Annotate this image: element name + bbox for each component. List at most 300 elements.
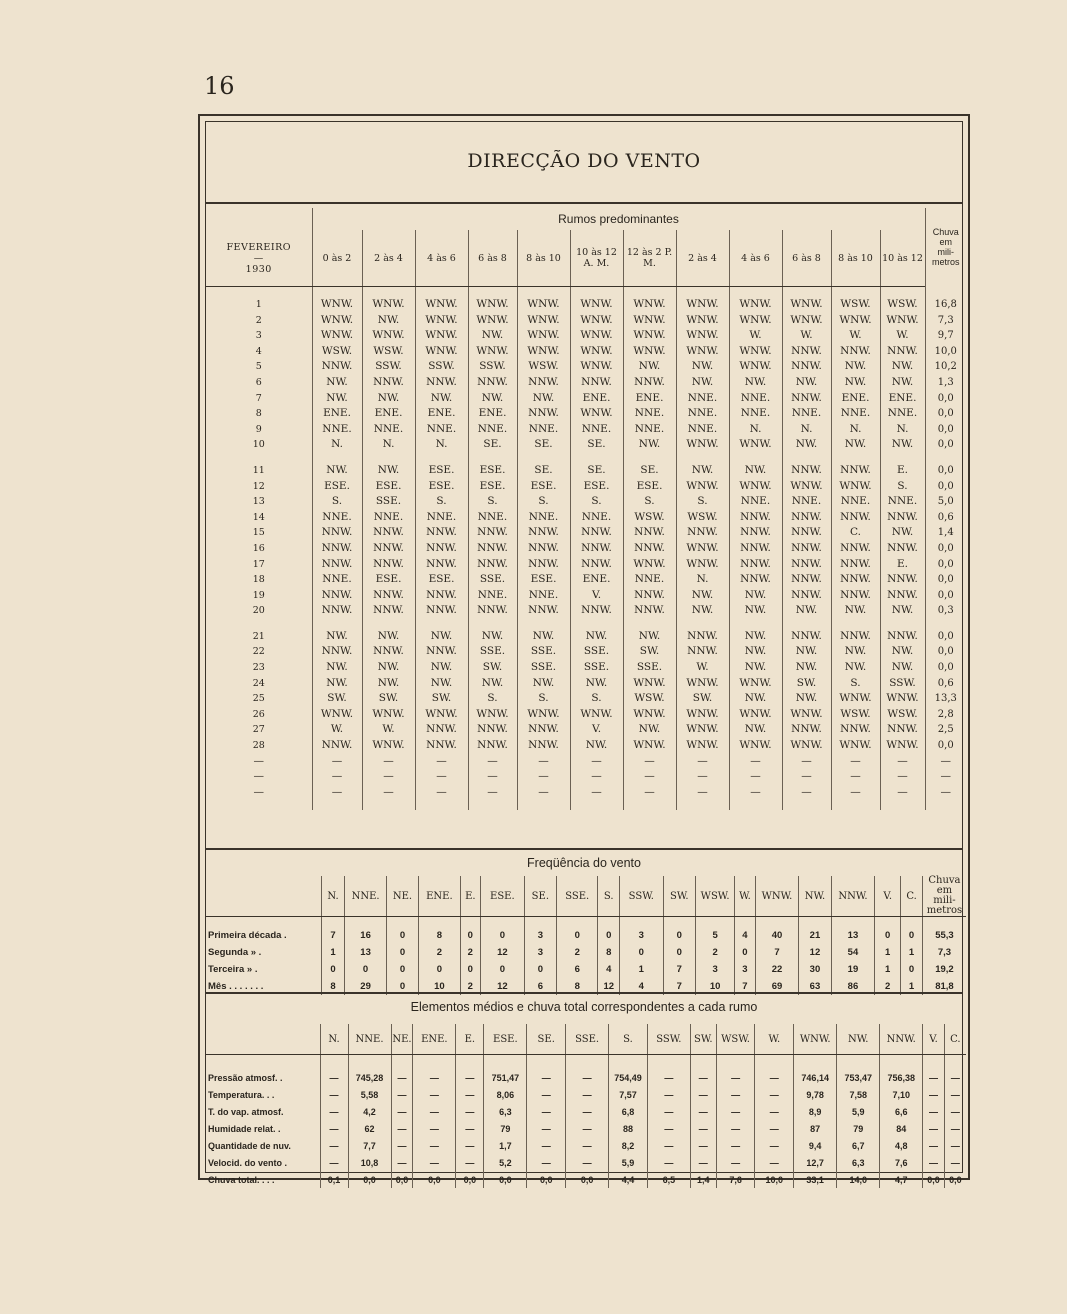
spacer-cell — [468, 287, 517, 298]
wind-direction-cell: SW. — [415, 691, 468, 707]
freq-value: 0 — [901, 961, 923, 978]
wind-direction-cell: WNW. — [570, 359, 623, 375]
freq-column-header: SSE. — [557, 876, 598, 917]
empty-dash-cell: — — [253, 770, 264, 783]
spacer-cell — [570, 800, 623, 810]
wind-direction-cell: NNW. — [676, 525, 729, 541]
wind-direction-cell: NW. — [468, 391, 517, 407]
day-number: 5 — [255, 361, 262, 373]
wind-direction-cell: NNW. — [312, 541, 362, 557]
rain-value: 13,3 — [925, 691, 966, 707]
wind-direction-cell: WSW. — [880, 707, 925, 723]
empty-dash-cell: — — [925, 785, 966, 801]
wind-direction-cell: NNW. — [362, 525, 415, 541]
wind-direction-cell: NNW. — [729, 525, 782, 541]
spacer-cell — [570, 453, 623, 463]
freq-value: 0 — [386, 927, 419, 944]
wind-direction-cell: NW. — [517, 629, 570, 645]
wind-direction-cell: NNE. — [362, 510, 415, 526]
wind-direction-cell: WNW. — [782, 738, 831, 754]
freq-value: 29 — [345, 978, 386, 995]
rain-value: 2,8 — [925, 707, 966, 723]
wind-direction-cell: WNW. — [468, 707, 517, 723]
freq-column-header: V. — [875, 876, 901, 917]
wind-direction-cell: SSE. — [570, 660, 623, 676]
freq-row-label: Terceira » . — [208, 964, 258, 975]
wind-direction-cell: WNW. — [623, 557, 676, 573]
elem-row — [206, 1154, 966, 1171]
gap-cell — [799, 917, 832, 928]
wind-direction-cell: SSE. — [517, 644, 570, 660]
spacer-cell — [925, 619, 966, 629]
freq-value: 0 — [663, 927, 696, 944]
wind-direction-cell: WNW. — [782, 479, 831, 495]
wind-direction-cell: NNW. — [312, 603, 362, 619]
wind-direction-cell: WNW. — [415, 707, 468, 723]
wind-direction-cell: WNW. — [623, 676, 676, 692]
wind-direction-cell: NNW. — [880, 572, 925, 588]
elem-value: — — [391, 1120, 413, 1137]
wind-direction-cell: WNW. — [623, 313, 676, 329]
spacer-row — [206, 453, 966, 463]
freq-column-header: S. — [598, 876, 620, 917]
wind-direction-cell: ENE. — [415, 406, 468, 422]
wind-direction-cell: NNW. — [729, 557, 782, 573]
elem-value: 88 — [609, 1120, 648, 1137]
table-row — [206, 603, 966, 619]
wind-direction-cell: N. — [362, 437, 415, 453]
divider — [206, 992, 962, 994]
wind-direction-cell: C. — [831, 525, 880, 541]
wind-direction-cell: NW. — [880, 375, 925, 391]
freq-value: 86 — [831, 978, 874, 995]
wind-direction-cell: WNW. — [676, 676, 729, 692]
empty-dash-cell: — — [253, 785, 264, 798]
wind-direction-cell: WNW. — [880, 738, 925, 754]
freq-value: 7 — [321, 927, 345, 944]
spacer-cell — [831, 619, 880, 629]
wind-direction-cell: WNW. — [312, 313, 362, 329]
wind-direction-cell: NNE. — [676, 391, 729, 407]
rain-value: 0,0 — [925, 629, 966, 645]
spacer-row — [206, 287, 966, 298]
wind-direction-cell: WSW. — [880, 297, 925, 313]
gap-cell — [755, 917, 798, 928]
wind-direction-cell: NNW. — [362, 644, 415, 660]
elem-value: 7,10 — [880, 1086, 923, 1103]
wind-direction-cell: NNW. — [676, 629, 729, 645]
freq-value: 12 — [598, 978, 620, 995]
elem-value: 0,0 — [944, 1171, 966, 1188]
wind-direction-cell: SW. — [782, 676, 831, 692]
wind-direction-cell: NW. — [623, 629, 676, 645]
wind-direction-cell: NW. — [676, 359, 729, 375]
wind-direction-cell: NNE. — [623, 572, 676, 588]
gap-row — [206, 917, 966, 928]
column-header-time: 2 às 4 — [676, 230, 729, 287]
wind-direction-cell: ENE. — [623, 391, 676, 407]
spacer-cell — [468, 619, 517, 629]
day-number: 11 — [252, 464, 265, 476]
wind-direction-cell: NNW. — [517, 722, 570, 738]
elem-value: 0,0 — [413, 1171, 456, 1188]
elem-value: — — [391, 1137, 413, 1154]
wind-direction-cell: NNW. — [312, 588, 362, 604]
spacer-cell — [880, 800, 925, 810]
elem-value: — — [566, 1154, 609, 1171]
freq-value: 81,8 — [922, 978, 966, 995]
gap-cell — [598, 917, 620, 928]
wind-direction-cell: NNW. — [415, 588, 468, 604]
elem-value: — — [690, 1103, 716, 1120]
wind-direction-cell: NW. — [831, 375, 880, 391]
gap-row — [206, 1055, 966, 1070]
wind-direction-cell: SSW. — [362, 359, 415, 375]
elem-value: — — [413, 1086, 456, 1103]
wind-direction-cell: WNW. — [729, 437, 782, 453]
gap-cell — [419, 917, 460, 928]
wind-direction-cell: NNE. — [676, 406, 729, 422]
rain-value: 0,0 — [925, 541, 966, 557]
wind-direction-cell: ENE. — [570, 572, 623, 588]
wind-direction-cell: NW. — [880, 660, 925, 676]
gap-cell — [922, 917, 966, 928]
column-header-time: 8 às 10 — [831, 230, 880, 287]
wind-direction-cell: NNE. — [312, 510, 362, 526]
rain-value: 2,5 — [925, 722, 966, 738]
freq-value: 4 — [598, 961, 620, 978]
elem-value: 8,06 — [484, 1086, 527, 1103]
wind-direction-cell: NNW. — [517, 525, 570, 541]
gap-cell — [716, 1055, 755, 1070]
wind-direction-cell: WNW. — [362, 738, 415, 754]
freq-value: 3 — [696, 961, 735, 978]
freq-value: 3 — [735, 961, 756, 978]
spacer-cell — [729, 287, 782, 298]
gap-cell — [320, 1055, 348, 1070]
elem-value: — — [647, 1069, 690, 1086]
wind-direction-cell: WNW. — [880, 313, 925, 329]
rain-value: 7,3 — [925, 313, 966, 329]
gap-cell — [875, 917, 901, 928]
divider — [206, 202, 962, 204]
wind-direction-cell: NNW. — [880, 510, 925, 526]
table-row — [206, 691, 966, 707]
elem-value: — — [690, 1069, 716, 1086]
wind-direction-cell: V. — [570, 588, 623, 604]
gap-cell — [481, 917, 524, 928]
wind-direction-cell: WNW. — [570, 344, 623, 360]
elem-value: 0,0 — [348, 1171, 391, 1188]
wind-direction-cell: NNW. — [782, 359, 831, 375]
wind-direction-cell: NNW. — [676, 644, 729, 660]
wind-direction-cell: S. — [880, 479, 925, 495]
freq-column-header: WNW. — [755, 876, 798, 917]
elem-value: — — [413, 1103, 456, 1120]
wind-direction-cell: WNW. — [362, 297, 415, 313]
wind-direction-cell: S. — [623, 494, 676, 510]
elem-value: — — [944, 1086, 966, 1103]
wind-direction-cell: WNW. — [570, 406, 623, 422]
wind-direction-cell: WSW. — [312, 344, 362, 360]
table-row — [206, 510, 966, 526]
spacer-cell — [676, 287, 729, 298]
gap-cell — [206, 917, 321, 928]
empty-dash-cell: — — [676, 785, 729, 801]
wind-direction-cell: NNW. — [782, 344, 831, 360]
elem-value: 14,0 — [837, 1171, 880, 1188]
wind-direction-cell: NNW. — [880, 722, 925, 738]
wind-direction-cell: SSW. — [880, 676, 925, 692]
wind-direction-cell: WNW. — [623, 738, 676, 754]
wind-direction-cell: NW. — [468, 629, 517, 645]
freq-value: 1 — [875, 961, 901, 978]
month-header-top — [206, 208, 312, 230]
wind-direction-cell: NW. — [831, 437, 880, 453]
rain-value: 10,0 — [925, 344, 966, 360]
freq-row — [206, 961, 966, 978]
wind-direction-cell: ESE. — [623, 479, 676, 495]
wind-direction-cell: NNW. — [362, 375, 415, 391]
freq-value: 0 — [481, 961, 524, 978]
wind-direction-cell: NNW. — [880, 541, 925, 557]
wind-direction-cell: S. — [312, 494, 362, 510]
wind-direction-cell: NW. — [312, 375, 362, 391]
wind-direction-cell: NW. — [312, 391, 362, 407]
elem-value: 4,2 — [348, 1103, 391, 1120]
gap-cell — [321, 917, 345, 928]
freq-value: 7 — [663, 961, 696, 978]
elem-row-label: Chuva total. . . . — [208, 1174, 275, 1185]
wind-direction-cell: NW. — [782, 603, 831, 619]
elem-value: — — [320, 1154, 348, 1171]
elem-value: — — [755, 1086, 794, 1103]
month-header — [206, 230, 312, 287]
elem-header-row — [206, 1024, 966, 1055]
table-row — [206, 588, 966, 604]
wind-direction-cell: WNW. — [831, 738, 880, 754]
wind-direction-cell: NNW. — [415, 541, 468, 557]
wind-direction-cell: WNW. — [623, 328, 676, 344]
wind-direction-table — [206, 208, 966, 810]
elem-value: — — [413, 1154, 456, 1171]
freq-header-row — [206, 876, 966, 917]
wind-direction-cell: N. — [312, 437, 362, 453]
wind-direction-cell: WNW. — [362, 707, 415, 723]
table-row — [206, 463, 966, 479]
wind-direction-cell: NNE. — [623, 406, 676, 422]
wind-direction-cell: S. — [517, 494, 570, 510]
wind-direction-cell: WNW. — [676, 437, 729, 453]
rain-header-word: mili- — [937, 247, 954, 258]
elem-value: 6,6 — [880, 1103, 923, 1120]
wind-direction-cell: NNW. — [782, 557, 831, 573]
column-header-time: 2 às 4 — [362, 230, 415, 287]
elem-value: — — [527, 1069, 566, 1086]
elem-value: — — [566, 1103, 609, 1120]
day-number: 6 — [255, 376, 262, 388]
elem-value: 5,58 — [348, 1086, 391, 1103]
elem-value: 0,0 — [527, 1171, 566, 1188]
wind-direction-cell: NNE. — [312, 422, 362, 438]
elem-value: 0,1 — [320, 1171, 348, 1188]
freq-label-header — [206, 876, 321, 917]
elem-value: 79 — [837, 1120, 880, 1137]
wind-direction-cell: NW. — [312, 629, 362, 645]
wind-direction-cell: ENE. — [362, 406, 415, 422]
spacer-cell — [415, 800, 468, 810]
freq-column-header: C. — [901, 876, 923, 917]
wind-direction-cell: ENE. — [468, 406, 517, 422]
elem-row — [206, 1086, 966, 1103]
wind-direction-cell: ESE. — [362, 479, 415, 495]
wind-direction-cell: NNW. — [782, 588, 831, 604]
elem-value: 6,5 — [647, 1171, 690, 1188]
wind-direction-cell: NNW. — [831, 510, 880, 526]
empty-dash-cell: — — [925, 769, 966, 785]
spacer-cell — [880, 287, 925, 298]
spacer-cell — [468, 800, 517, 810]
gap-cell — [527, 1055, 566, 1070]
gap-cell — [391, 1055, 413, 1070]
elem-value: 5,9 — [609, 1154, 648, 1171]
elem-column-header: WSW. — [716, 1024, 755, 1055]
wind-direction-cell: NNW. — [517, 603, 570, 619]
wind-direction-cell: ESE. — [570, 479, 623, 495]
wind-direction-cell: WNW. — [729, 359, 782, 375]
elem-row-label: Quantidade de nuv. — [208, 1140, 291, 1151]
wind-direction-cell: NNW. — [468, 603, 517, 619]
wind-direction-cell: WNW. — [729, 738, 782, 754]
elem-value: 0,0 — [456, 1171, 484, 1188]
spacer-cell — [415, 453, 468, 463]
wind-direction-cell: NW. — [362, 391, 415, 407]
elem-value: — — [456, 1086, 484, 1103]
elem-value: 9,4 — [794, 1137, 837, 1154]
wind-direction-cell: NW. — [362, 629, 415, 645]
freq-value: 8 — [419, 927, 460, 944]
wind-direction-cell: NW. — [880, 603, 925, 619]
wind-direction-cell: NNW. — [415, 722, 468, 738]
gap-cell — [944, 1055, 966, 1070]
elem-value: — — [527, 1154, 566, 1171]
elem-value: — — [566, 1137, 609, 1154]
empty-dash-cell: — — [782, 769, 831, 785]
freq-value: 12 — [481, 944, 524, 961]
column-header-time: 6 às 8 — [782, 230, 831, 287]
wind-direction-cell: W. — [880, 328, 925, 344]
elem-value: 5,9 — [837, 1103, 880, 1120]
wind-direction-cell: NNE. — [782, 494, 831, 510]
freq-value: 8 — [598, 944, 620, 961]
freq-row — [206, 927, 966, 944]
wind-direction-cell: NW. — [729, 463, 782, 479]
wind-direction-cell: NNE. — [517, 422, 570, 438]
spacer-cell — [729, 619, 782, 629]
month-label: FEVEREIRO — [226, 241, 292, 253]
elem-row-label: Velocid. do vento . — [208, 1157, 288, 1168]
wind-direction-cell: NW. — [570, 676, 623, 692]
empty-dash-cell: — — [782, 785, 831, 801]
freq-value: 0 — [524, 961, 557, 978]
wind-direction-cell: N. — [729, 422, 782, 438]
spacer-cell — [925, 287, 966, 298]
wind-direction-cell: NNW. — [831, 541, 880, 557]
day-number: 10 — [252, 439, 265, 451]
elem-value: — — [647, 1086, 690, 1103]
spacer-cell — [362, 800, 415, 810]
wind-direction-cell: NNE. — [415, 422, 468, 438]
freq-value: 1 — [901, 978, 923, 995]
elem-value: — — [527, 1137, 566, 1154]
table-row — [206, 313, 966, 329]
wind-direction-cell: NNW. — [468, 525, 517, 541]
spacer-cell — [729, 453, 782, 463]
freq-value: 2 — [696, 944, 735, 961]
wind-direction-cell: ESE. — [517, 479, 570, 495]
gap-cell — [647, 1055, 690, 1070]
elem-value: 7,58 — [837, 1086, 880, 1103]
elem-row — [206, 1103, 966, 1120]
elem-value: 6,8 — [609, 1103, 648, 1120]
wind-direction-cell: NW. — [623, 722, 676, 738]
wind-direction-cell: NW. — [415, 629, 468, 645]
wind-direction-cell: WNW. — [415, 328, 468, 344]
day-number: 19 — [252, 589, 265, 601]
wind-direction-cell: W. — [729, 328, 782, 344]
table-row — [206, 359, 966, 375]
table-row — [206, 391, 966, 407]
elem-value: — — [527, 1103, 566, 1120]
gap-cell — [348, 1055, 391, 1070]
spacer-cell — [831, 453, 880, 463]
table-row — [206, 437, 966, 453]
wind-direction-cell: N. — [880, 422, 925, 438]
rain-value: 16,8 — [925, 297, 966, 313]
freq-column-header: NNE. — [345, 876, 386, 917]
empty-dash-cell: — — [468, 754, 517, 770]
wind-direction-cell: NNW. — [880, 629, 925, 645]
elem-value: — — [755, 1120, 794, 1137]
freq-value: 0 — [735, 944, 756, 961]
freq-value: 0 — [386, 944, 419, 961]
column-header-time: 10 às 12 A. M. — [570, 230, 623, 287]
wind-direction-cell: WNW. — [570, 328, 623, 344]
wind-direction-cell: WSW. — [676, 510, 729, 526]
elem-value: 1,4 — [690, 1171, 716, 1188]
elem-value: 79 — [484, 1120, 527, 1137]
elem-value: 7,6 — [716, 1171, 755, 1188]
elem-column-header: SE. — [527, 1024, 566, 1055]
wind-direction-cell: NNW. — [782, 722, 831, 738]
spacer-cell — [362, 619, 415, 629]
freq-value: 12 — [481, 978, 524, 995]
wind-direction-cell: NNW. — [570, 541, 623, 557]
rain-value: 0,0 — [925, 572, 966, 588]
wind-direction-cell: E. — [880, 557, 925, 573]
spacer-cell — [517, 619, 570, 629]
wind-direction-cell: ENE. — [831, 391, 880, 407]
wind-direction-cell: WSW. — [831, 707, 880, 723]
wind-direction-cell: WNW. — [676, 541, 729, 557]
elem-value: — — [755, 1154, 794, 1171]
empty-dash-cell: — — [312, 754, 362, 770]
wind-direction-cell: SSW. — [468, 359, 517, 375]
spacer-cell — [880, 453, 925, 463]
day-number: 9 — [255, 423, 262, 435]
freq-value: 0 — [386, 978, 419, 995]
wind-direction-cell: SW. — [362, 691, 415, 707]
